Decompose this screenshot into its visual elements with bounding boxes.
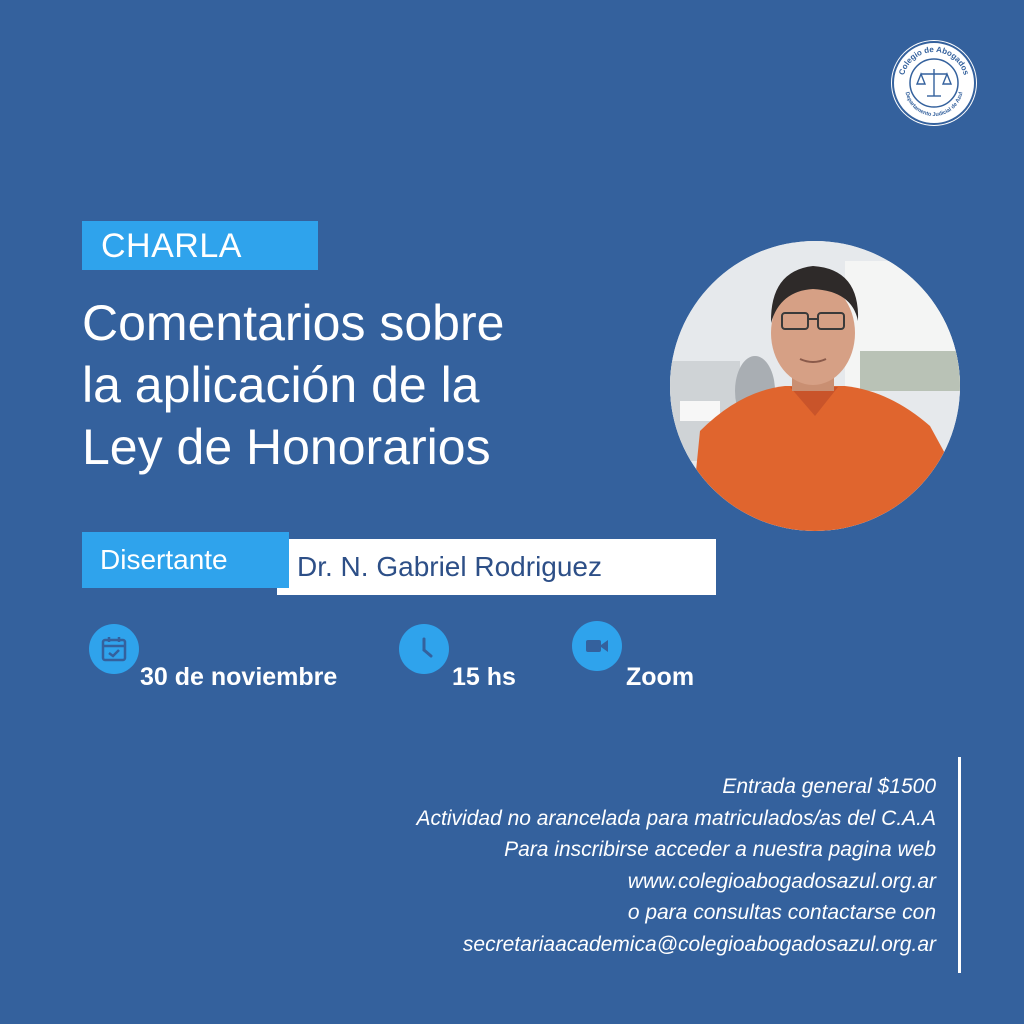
speaker-label: Disertante xyxy=(82,532,289,588)
footer-divider xyxy=(958,757,961,973)
speaker-name: Dr. N. Gabriel Rodriguez xyxy=(277,539,716,595)
event-platform: Zoom xyxy=(626,663,695,691)
event-title xyxy=(82,292,662,478)
title-line-2: la aplicación de la xyxy=(82,357,480,413)
price-line: Entrada general $1500 xyxy=(722,775,936,798)
logo-text-top: Colegio de Abogados xyxy=(897,44,971,77)
title-line-1: Comentarios sobre xyxy=(82,295,505,351)
website-link[interactable]: www.colegioabogadosazul.org.ar xyxy=(627,869,936,893)
event-type-tag: CHARLA xyxy=(82,221,318,270)
event-date: 30 de noviembre xyxy=(140,663,338,691)
free-for-members-line: Actividad no arancelada para matriculados/as del C.A.A xyxy=(416,806,936,830)
title-line-3: Ley de Honorarios xyxy=(82,419,491,475)
logo-text-bottom: Departamento Judicial de Azul xyxy=(903,91,965,118)
video-camera-icon xyxy=(572,621,622,671)
clock-icon xyxy=(399,624,449,674)
registration-info xyxy=(176,771,936,960)
email-link[interactable]: secretariaacademica@colegioabogadosazul.org.ar xyxy=(462,932,936,956)
colegio-abogados-logo xyxy=(891,40,977,126)
contact-line: o para consultas contactarse con xyxy=(627,901,936,924)
calendar-icon xyxy=(89,624,139,674)
event-time: 15 hs xyxy=(452,663,516,691)
speaker-photo xyxy=(670,241,960,531)
registration-line: Para inscribirse acceder a nuestra pagina web xyxy=(504,838,936,861)
